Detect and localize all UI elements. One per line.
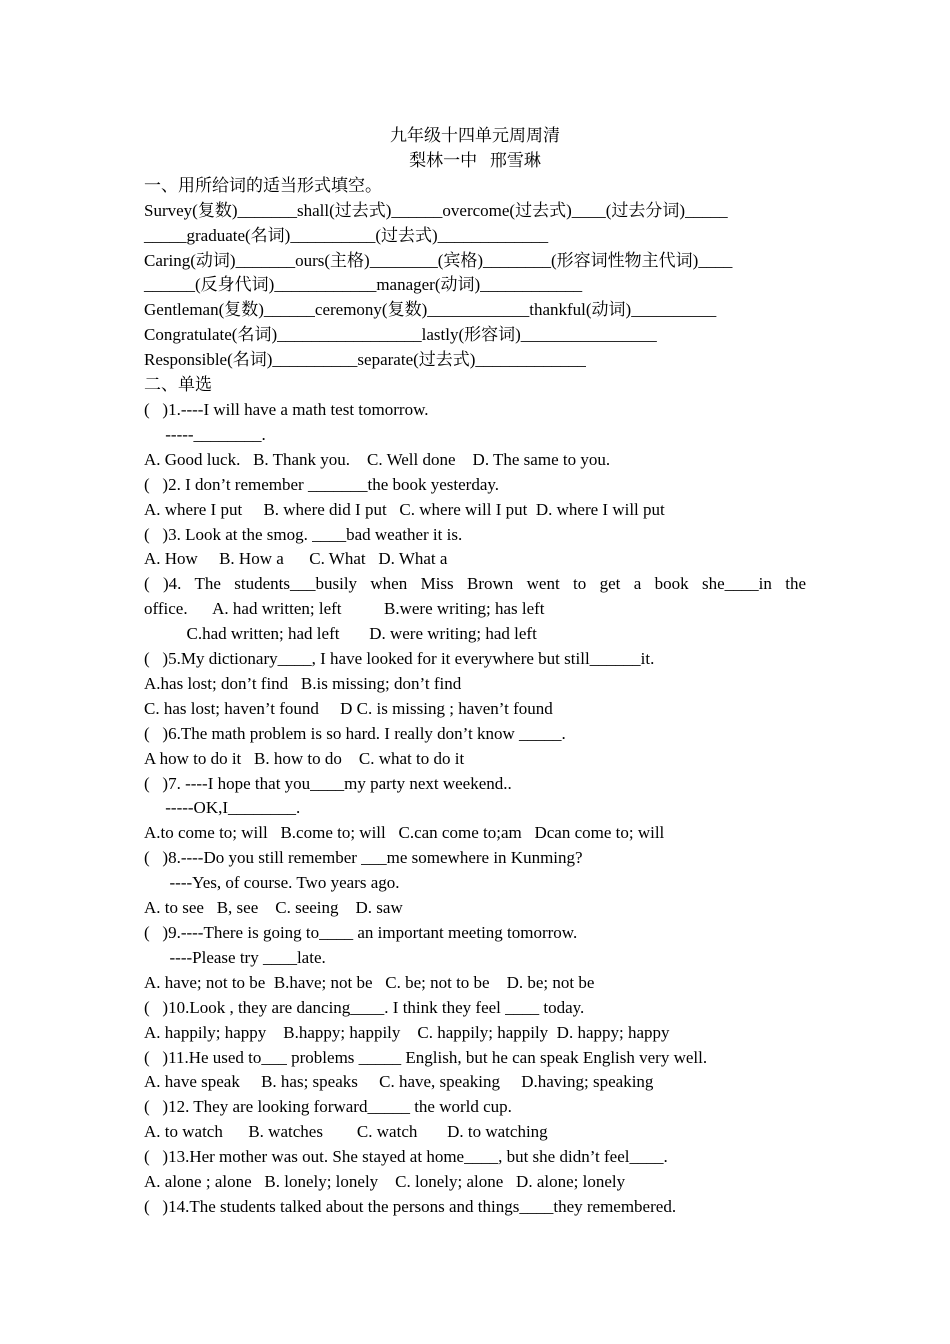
options-line: A. happily; happy B.happy; happily C. happily; happily D. happy; happy [144,1022,670,1042]
options-line: C. has lost; haven’t found D C. is missing ; haven’t found [144,698,553,718]
options-line: A.has lost; don’t find B.is missing; don’t find [144,673,462,693]
question-line: ( )2. I don’t remember _______the book yesterday. [144,474,500,494]
options-line: A. Good luck. B. Thank you. C. Well done D. The same to you. [144,449,611,469]
question-line: ( )1.----I will have a math test tomorrow. [144,399,429,419]
question-line: ----Please try ____late. [144,947,326,967]
question-line: ( )10.Look , they are dancing____. I think they feel ____ today. [144,997,585,1017]
section-fill-blanks [144,174,806,373]
page-title: 九年级十四单元周周清 [390,126,560,145]
text-line: Caring(动词)_______ours(主格)________(宾格)________(形容词性物主代词)____ [144,250,733,270]
question-line: ----Yes, of course. Two years ago. [144,873,400,893]
question-line: ( )14.The students talked about the persons and things____they remembered. [144,1196,677,1216]
options-line: C.had written; had left D. were writing; had left [144,624,537,644]
question-line: ( )12. They are looking forward_____ the world cup. [144,1097,512,1117]
text-line: Gentleman(复数)______ceremony(复数)____________thankful(动词)__________ [144,300,717,320]
question-line: ( )8.----Do you still remember ___me somewhere in Kunming? [144,848,583,868]
text-line: Congratulate(名词)_________________lastly(形容词)________________ [144,325,657,345]
section-single-choice [144,373,806,1220]
options-line: A. have; not to be B.have; not be C. be; not to be D. be; not be [144,972,595,992]
options-line: A. have speak B. has; speaks C. have, speaking D.having; speaking [144,1072,654,1092]
options-line: A. to see B, see C. seeing D. saw [144,898,403,918]
options-line: A. How B. How a C. What D. What a [144,549,448,569]
text-line: Responsible(名词)__________separate(过去式)_____________ [144,350,586,370]
question-line: ( )9.----There is going to____ an important meeting tomorrow. [144,923,578,942]
question-line: ( )7. ----I hope that you____my party next weekend.. [144,773,512,793]
options-line: A. alone ; alone B. lonely; lonely C. lonely; alone D. alone; lonely [144,1172,626,1192]
author-line: 梨林一中 邢雪琳 [409,150,541,170]
section-heading: 二、单选 [144,375,212,395]
question-line: ( )6.The math problem is so hard. I really don’t know _____. [144,723,566,743]
question-line: ( )3. Look at the smog. ____bad weather it is. [144,524,463,544]
question-line: ( )13.Her mother was out. She stayed at home____, but she didn’t feel____. [144,1147,668,1167]
question-line: ( )5.My dictionary____, I have looked for it everywhere but still______it. [144,649,655,669]
options-line: A. to watch B. watches C. watch D. to watching [144,1122,548,1142]
question-line: -----OK,I________. [144,798,301,818]
section-heading: 一、用所给词的适当形式填空。 [144,175,382,195]
question-line: ( )4. The students___busily when Miss Brown went to get a book she____in the [144,574,806,594]
text-line: Survey(复数)_______shall(过去式)______overcome(过去式)____(过去分词)_____ [144,200,728,220]
options-line: A how to do it B. how to do C. what to do it [144,748,465,768]
options-line: office. A. had written; left B.were writing; has left [144,599,545,619]
options-line: A. where I put B. where did I put C. where will I put D. where I will put [144,499,665,519]
text-line: ______(反身代词)____________manager(动词)____________ [144,275,583,295]
question-line: ( )11.He used to___ problems _____ English, but he can speak English very well. [144,1047,708,1067]
question-line: -----________. [144,424,266,444]
text-line: _____graduate(名词)__________(过去式)_____________ [144,225,549,245]
options-line: A.to come to; will B.come to; will C.can come to;am Dcan come to; will [144,823,665,843]
